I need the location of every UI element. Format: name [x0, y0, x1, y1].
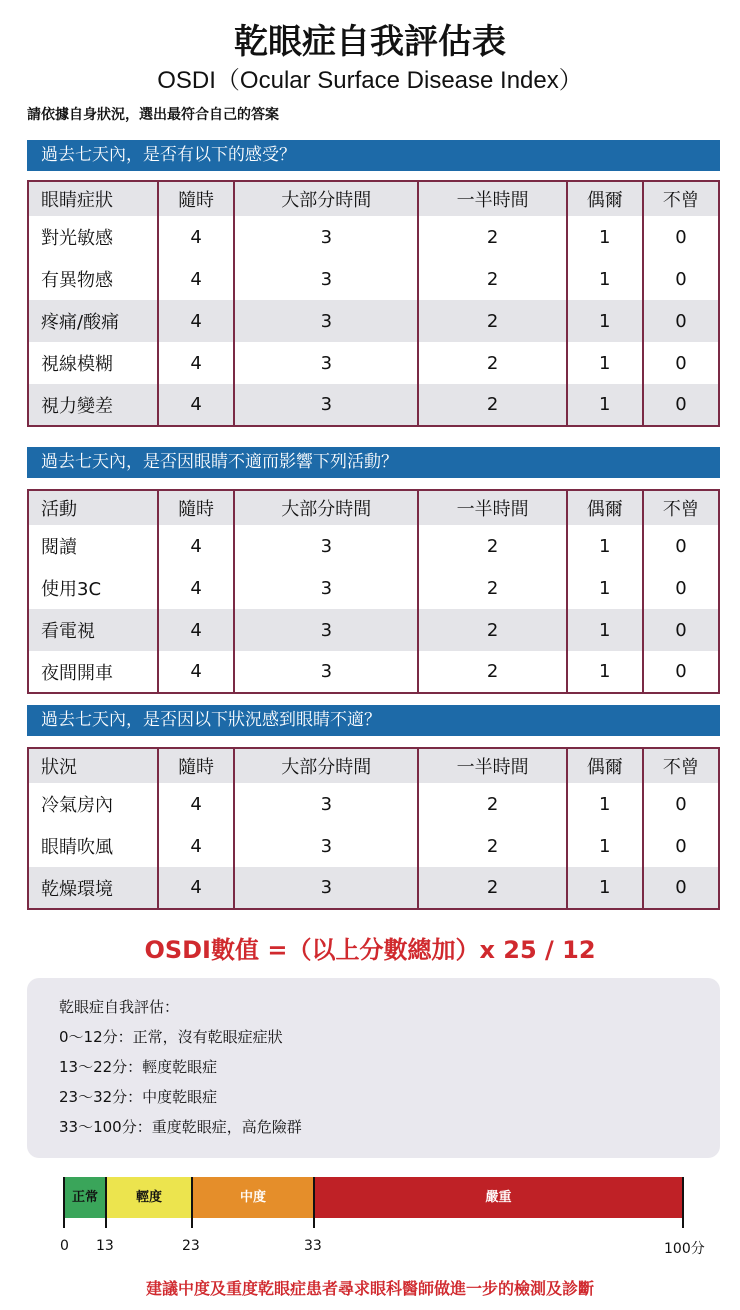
row-label: 閱讀	[28, 525, 158, 567]
score-cell: 2	[418, 216, 566, 258]
row-label: 眼睛吹風	[28, 825, 158, 867]
score-cell: 1	[567, 525, 643, 567]
score-cell: 0	[643, 825, 719, 867]
score-cell: 4	[158, 867, 234, 909]
score-cell: 1	[567, 216, 643, 258]
row-label: 對光敏感	[28, 216, 158, 258]
table-row	[28, 216, 719, 258]
tick-label: 100分	[664, 1241, 705, 1257]
table-header-row	[28, 490, 719, 525]
table-row	[28, 525, 719, 567]
tick-mark	[682, 1177, 684, 1228]
score-cell: 3	[234, 867, 418, 909]
score-cell: 2	[418, 258, 566, 300]
score-cell: 4	[158, 783, 234, 825]
score-cell: 1	[567, 300, 643, 342]
table-row	[28, 567, 719, 609]
score-cell: 0	[643, 258, 719, 300]
score-cell: 1	[567, 567, 643, 609]
tick-mark	[63, 1177, 65, 1228]
column-header: 一半時間	[418, 181, 566, 216]
score-cell: 3	[234, 258, 418, 300]
column-header: 隨時	[158, 181, 234, 216]
table-row	[28, 258, 719, 300]
score-cell: 3	[234, 783, 418, 825]
score-cell: 4	[158, 384, 234, 426]
row-label: 夜間開車	[28, 651, 158, 693]
table-row	[28, 342, 719, 384]
score-cell: 0	[643, 300, 719, 342]
row-label: 疼痛/酸痛	[28, 300, 158, 342]
score-table	[27, 747, 720, 910]
column-header: 隨時	[158, 490, 234, 525]
score-cell: 0	[643, 651, 719, 693]
score-cell: 2	[418, 783, 566, 825]
score-cell: 3	[234, 609, 418, 651]
score-cell: 3	[234, 342, 418, 384]
table-row	[28, 783, 719, 825]
score-cell: 0	[643, 216, 719, 258]
section-heading: 過去七天內，是否因以下狀況感到眼睛不適？	[27, 705, 720, 736]
score-cell: 0	[643, 525, 719, 567]
column-header: 一半時間	[418, 490, 566, 525]
score-cell: 4	[158, 342, 234, 384]
score-cell: 4	[158, 258, 234, 300]
score-cell: 2	[418, 567, 566, 609]
column-header: 偶爾	[567, 490, 643, 525]
score-cell: 1	[567, 609, 643, 651]
tick-label: 23	[182, 1238, 200, 1254]
column-header: 不曾	[643, 748, 719, 783]
score-cell: 1	[567, 384, 643, 426]
row-label: 乾燥環境	[28, 867, 158, 909]
score-cell: 2	[418, 609, 566, 651]
row-label: 冷氣房內	[28, 783, 158, 825]
section-heading: 過去七天內，是否因眼睛不適而影響下列活動？	[27, 447, 720, 478]
score-cell: 4	[158, 216, 234, 258]
score-cell: 3	[234, 216, 418, 258]
score-cell: 1	[567, 867, 643, 909]
score-cell: 3	[234, 651, 418, 693]
score-cell: 1	[567, 783, 643, 825]
column-header: 狀況	[28, 748, 158, 783]
score-cell: 1	[567, 258, 643, 300]
tick-label: 33	[304, 1238, 322, 1254]
table-row	[28, 300, 719, 342]
score-cell: 0	[643, 384, 719, 426]
row-label: 視線模糊	[28, 342, 158, 384]
score-cell: 0	[643, 867, 719, 909]
tick-mark	[191, 1177, 193, 1228]
column-header: 隨時	[158, 748, 234, 783]
scale-severe: 嚴重	[314, 1177, 683, 1218]
row-label: 有異物感	[28, 258, 158, 300]
instruction: 請依據自身狀況，選出最符合自己的答案	[27, 107, 279, 123]
column-header: 偶爾	[567, 181, 643, 216]
column-header: 大部分時間	[234, 490, 418, 525]
evaluation-box	[27, 978, 720, 1158]
score-cell: 2	[418, 825, 566, 867]
evaluation-item: 33～100分：重度乾眼症，高危險群	[59, 1118, 302, 1136]
score-cell: 4	[158, 651, 234, 693]
page-subtitle: OSDI（Ocular Surface Disease Index）	[157, 67, 583, 94]
score-cell: 0	[643, 783, 719, 825]
score-cell: 4	[158, 825, 234, 867]
table-row	[28, 384, 719, 426]
page-title: 乾眼症自我評估表	[234, 22, 506, 62]
tick-label: 0	[60, 1238, 69, 1254]
score-cell: 2	[418, 300, 566, 342]
footer-note: 建議中度及重度乾眼症患者尋求眼科醫師做進一步的檢測及診斷	[145, 1279, 594, 1298]
score-cell: 0	[643, 567, 719, 609]
row-label: 看電視	[28, 609, 158, 651]
column-header: 眼睛症狀	[28, 181, 158, 216]
column-header: 一半時間	[418, 748, 566, 783]
row-label: 使用3C	[28, 567, 158, 609]
evaluation-item: 13～22分：輕度乾眼症	[59, 1058, 218, 1076]
score-cell: 3	[234, 300, 418, 342]
score-cell: 0	[643, 609, 719, 651]
score-cell: 4	[158, 609, 234, 651]
score-cell: 0	[643, 342, 719, 384]
scale-mild: 輕度	[106, 1177, 192, 1218]
evaluation-item: 0～12分：正常，沒有乾眼症症狀	[59, 1028, 283, 1046]
row-label: 視力變差	[28, 384, 158, 426]
table-row	[28, 651, 719, 693]
score-cell: 1	[567, 342, 643, 384]
column-header: 大部分時間	[234, 181, 418, 216]
section-heading: 過去七天內，是否有以下的感受？	[27, 140, 720, 171]
evaluation-item: 23～32分：中度乾眼症	[59, 1088, 218, 1106]
table-row	[28, 825, 719, 867]
table-header-row	[28, 748, 719, 783]
score-cell: 4	[158, 300, 234, 342]
score-cell: 3	[234, 525, 418, 567]
column-header: 大部分時間	[234, 748, 418, 783]
score-cell: 1	[567, 651, 643, 693]
score-cell: 2	[418, 867, 566, 909]
score-cell: 4	[158, 567, 234, 609]
evaluation-title: 乾眼症自我評估：	[59, 998, 180, 1016]
score-cell: 2	[418, 342, 566, 384]
score-cell: 4	[158, 525, 234, 567]
score-cell: 2	[418, 651, 566, 693]
formula: OSDI數值 =（以上分數總加）x 25 / 12	[144, 936, 596, 964]
score-table	[27, 180, 720, 427]
score-table	[27, 489, 720, 694]
scale-moderate: 中度	[192, 1177, 314, 1218]
scale-normal: 正常	[64, 1177, 106, 1218]
column-header: 偶爾	[567, 748, 643, 783]
column-header: 不曾	[643, 181, 719, 216]
score-cell: 2	[418, 525, 566, 567]
score-cell: 3	[234, 825, 418, 867]
tick-mark	[105, 1177, 107, 1228]
table-row	[28, 609, 719, 651]
score-cell: 1	[567, 825, 643, 867]
column-header: 活動	[28, 490, 158, 525]
score-cell: 3	[234, 567, 418, 609]
score-cell: 2	[418, 384, 566, 426]
score-cell: 3	[234, 384, 418, 426]
column-header: 不曾	[643, 490, 719, 525]
tick-label: 13	[96, 1238, 114, 1254]
table-header-row	[28, 181, 719, 216]
tick-mark	[313, 1177, 315, 1228]
table-row	[28, 867, 719, 909]
